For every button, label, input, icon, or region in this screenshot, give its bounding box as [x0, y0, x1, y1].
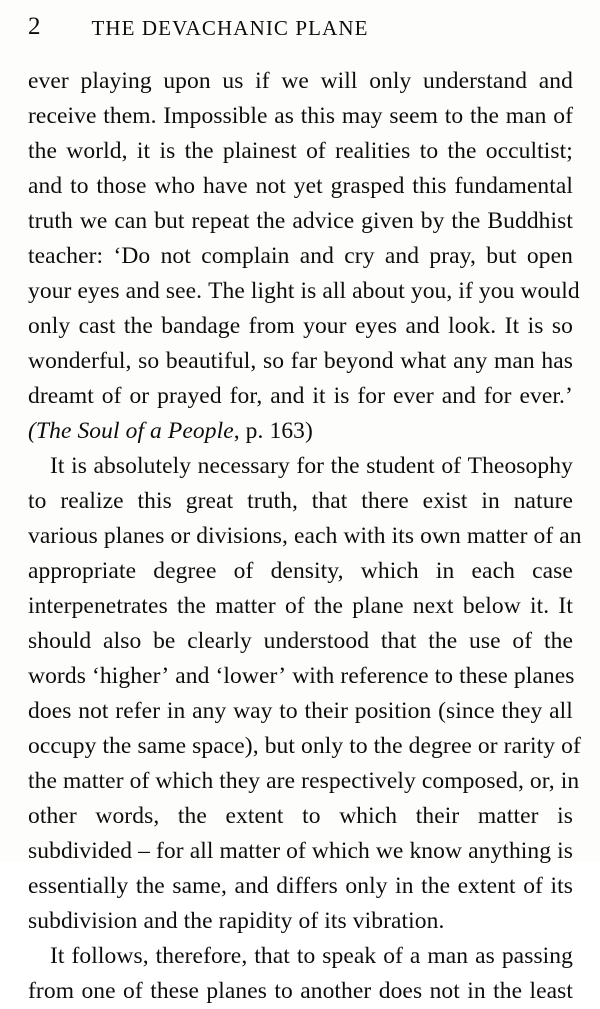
text-line — [28, 939, 573, 974]
word: look. — [448, 313, 497, 339]
word: given — [361, 208, 414, 234]
word: by — [420, 208, 445, 234]
text-line — [28, 834, 573, 869]
word: realities — [335, 138, 411, 164]
word: we — [375, 838, 404, 864]
word: upon — [163, 68, 211, 94]
word: absolutely — [93, 453, 192, 479]
word: matter — [477, 803, 539, 829]
word: it — [312, 383, 326, 409]
word: occupy — [28, 733, 97, 759]
word: will — [320, 68, 358, 94]
word: ‘higher’ — [91, 663, 170, 689]
word: divisions, — [196, 523, 289, 549]
word: it — [136, 138, 151, 164]
text-line — [28, 449, 573, 484]
word: to — [279, 698, 298, 724]
word: ever — [392, 383, 434, 409]
word: your — [303, 313, 347, 339]
word: only — [345, 873, 388, 899]
word: matter — [63, 768, 124, 794]
word: Theosophy — [467, 453, 573, 479]
word: they — [219, 768, 261, 794]
word: each — [294, 523, 338, 549]
word: another — [300, 978, 372, 1004]
word: is — [71, 453, 87, 479]
word: the — [421, 873, 451, 899]
cited-work-page: , p. 163) — [233, 418, 313, 444]
word: is — [159, 138, 176, 164]
word: the — [184, 138, 214, 164]
word: which — [360, 558, 419, 584]
word: as — [475, 943, 495, 969]
word: of — [129, 768, 150, 794]
word: of — [553, 103, 574, 129]
word: the — [28, 768, 58, 794]
word: or — [477, 733, 498, 759]
word: which — [311, 838, 370, 864]
word: receive — [28, 103, 97, 129]
text-line — [28, 799, 573, 834]
word: so — [138, 348, 160, 374]
word: so — [551, 313, 573, 339]
word: from — [248, 313, 295, 339]
word: cry — [344, 243, 375, 269]
word: and — [538, 68, 574, 94]
word: playing — [80, 68, 152, 94]
word: for, — [229, 383, 263, 409]
word: the — [330, 453, 360, 479]
word: would — [520, 278, 580, 304]
word: the — [447, 138, 477, 164]
word: but — [154, 208, 185, 234]
word: own — [420, 523, 461, 549]
word: man — [427, 943, 469, 969]
word: are — [266, 768, 296, 794]
word: in — [560, 768, 580, 794]
text-line — [28, 134, 573, 169]
word: for — [156, 838, 184, 864]
word: necessary — [197, 453, 290, 479]
word: rarity — [503, 733, 556, 759]
word: but — [264, 733, 296, 759]
word: the — [543, 628, 573, 654]
text-line — [28, 624, 573, 659]
word: student — [366, 453, 435, 479]
word: of — [512, 628, 533, 654]
word: what — [400, 348, 447, 374]
text-line — [28, 239, 573, 274]
word: same, — [172, 873, 228, 899]
word: fundamental — [454, 173, 574, 199]
word: wonderful, — [28, 348, 132, 374]
word: eyes — [77, 278, 120, 304]
word: this — [137, 488, 172, 514]
word: world, — [66, 138, 128, 164]
word: or — [170, 523, 191, 549]
word: as — [274, 103, 295, 129]
word: for — [296, 453, 325, 479]
word: the — [373, 733, 403, 759]
word: one — [81, 978, 116, 1004]
word: realize — [60, 488, 124, 514]
word: this — [300, 103, 336, 129]
word: that — [311, 488, 348, 514]
word: understood — [263, 628, 370, 654]
word: the — [314, 593, 344, 619]
text-line — [28, 554, 573, 589]
word: reference — [340, 663, 429, 689]
running-head — [28, 12, 572, 42]
word: of — [523, 873, 543, 899]
word: (since — [438, 698, 495, 724]
word: see. — [165, 278, 203, 304]
word: essentially — [28, 873, 129, 899]
word: which — [155, 768, 214, 794]
word: of — [533, 523, 554, 549]
word: It — [558, 593, 573, 619]
text-line — [28, 589, 573, 624]
word: other — [28, 803, 77, 829]
word: light — [250, 278, 295, 304]
word: cast — [78, 313, 116, 339]
word: does — [28, 698, 72, 724]
word: your — [28, 278, 72, 304]
word: all — [549, 698, 573, 724]
word: does — [378, 978, 423, 1004]
word: be — [153, 628, 176, 654]
word: those — [96, 173, 147, 199]
word: plane — [352, 593, 404, 619]
word: plainest — [222, 138, 297, 164]
word: Buddhist — [487, 208, 574, 234]
word: of — [306, 138, 326, 164]
word: great — [185, 488, 234, 514]
word: therefore, — [155, 943, 248, 969]
word: about — [352, 278, 405, 304]
word: the — [451, 208, 481, 234]
word: who — [154, 173, 196, 199]
word: dreamt — [28, 383, 94, 409]
word: also — [103, 628, 142, 654]
word: of — [101, 383, 122, 409]
word: should — [28, 628, 92, 654]
word: It — [504, 313, 520, 339]
word: truth, — [247, 488, 298, 514]
word: is — [527, 313, 544, 339]
word: with — [292, 663, 335, 689]
word: advice — [292, 208, 355, 234]
word: and — [405, 313, 440, 339]
word: far — [290, 348, 318, 374]
word: and — [299, 243, 334, 269]
word: It — [50, 943, 65, 969]
word: understand — [423, 68, 528, 94]
word: the — [28, 138, 58, 164]
word: not — [255, 173, 286, 199]
word: extent — [225, 803, 284, 829]
word: words — [28, 663, 86, 689]
text-line — [28, 414, 573, 449]
word: or — [129, 383, 150, 409]
word: exist — [422, 488, 468, 514]
word: for — [357, 383, 386, 409]
word: composed, — [421, 768, 524, 794]
word: the — [102, 733, 132, 759]
word: of — [383, 943, 403, 969]
word: respectively — [301, 768, 416, 794]
word: of — [233, 558, 254, 584]
word: teacher: — [28, 243, 104, 269]
word: position — [354, 698, 432, 724]
word: beyond — [323, 348, 394, 374]
word: use — [469, 628, 501, 654]
word: and — [234, 873, 269, 899]
word: can — [114, 208, 148, 234]
word: the — [123, 313, 153, 339]
word: the — [428, 628, 458, 654]
word: not — [78, 698, 109, 724]
text-line — [28, 484, 573, 519]
word: to — [434, 663, 454, 689]
word: them. — [103, 103, 157, 129]
word: degree — [153, 558, 217, 584]
text-line — [28, 204, 573, 239]
word: refer — [115, 698, 161, 724]
word: anything — [468, 838, 552, 864]
word: is — [300, 278, 317, 304]
word: with — [343, 523, 386, 549]
text-line — [28, 379, 573, 414]
word: you, — [410, 278, 453, 304]
word: subdivided — [28, 838, 133, 864]
word: to — [274, 978, 293, 1004]
word: The — [208, 278, 245, 304]
word: all — [189, 838, 214, 864]
word: the — [177, 593, 207, 619]
word: matter — [466, 523, 528, 549]
word: appropriate — [28, 558, 137, 584]
word: not — [429, 978, 460, 1004]
word: we — [281, 68, 309, 94]
word: repeat — [191, 208, 250, 234]
word: ‘Do — [113, 243, 151, 269]
word: occultist; — [485, 138, 573, 164]
word: us — [222, 68, 244, 94]
word: to — [444, 103, 464, 129]
word: these — [150, 978, 199, 1004]
word: ‘lower’ — [215, 663, 287, 689]
word: that — [380, 628, 417, 654]
word: is — [333, 383, 350, 409]
word: if — [255, 68, 270, 94]
word: and — [441, 383, 476, 409]
word: any — [192, 698, 227, 724]
text-line — [28, 99, 573, 134]
word: that — [254, 943, 290, 969]
word: case — [532, 558, 573, 584]
word: the — [470, 103, 500, 129]
word: if — [458, 278, 473, 304]
word: of — [441, 453, 462, 479]
word: have — [202, 173, 248, 199]
word: only — [301, 733, 344, 759]
word: bandage — [161, 313, 241, 339]
word: an — [559, 523, 582, 549]
word: in — [395, 873, 414, 899]
word: and — [384, 243, 420, 269]
cited-work-title: (The Soul of a People — [28, 418, 234, 444]
text-line — [28, 974, 573, 1009]
text-line — [28, 869, 573, 904]
word: differs — [276, 873, 338, 899]
word: below — [462, 593, 521, 619]
word: planes — [103, 523, 165, 549]
word: ever.’ — [519, 383, 573, 409]
word: complain — [201, 243, 290, 269]
word: Impossible — [163, 103, 268, 129]
word: to — [70, 173, 89, 199]
text-line — [28, 169, 573, 204]
word: this — [412, 173, 447, 199]
word: matter — [219, 838, 281, 864]
word: and — [28, 173, 63, 199]
word: in — [481, 488, 500, 514]
word: way — [233, 698, 273, 724]
word: speak — [322, 943, 377, 969]
word: its — [550, 873, 574, 899]
word: may — [341, 103, 383, 129]
running-head-title: THE DEVACHANIC PLANE — [91, 16, 369, 40]
text-line — [28, 64, 573, 99]
word: has — [541, 348, 574, 374]
word: same — [137, 733, 187, 759]
text-line — [28, 659, 573, 694]
word: planes — [206, 978, 267, 1004]
word: only — [28, 313, 71, 339]
word: the — [256, 208, 286, 234]
word: only — [369, 68, 412, 94]
word: to — [296, 943, 316, 969]
text-line — [28, 519, 582, 554]
word: we — [79, 208, 108, 234]
word: the — [177, 803, 207, 829]
word: it. — [529, 593, 550, 619]
word: to — [349, 733, 368, 759]
word: extent — [457, 873, 516, 899]
word: of — [285, 593, 305, 619]
word: of — [286, 838, 306, 864]
body-text — [28, 64, 582, 1009]
word: various — [28, 523, 98, 549]
word: words, — [95, 803, 160, 829]
word: yet — [293, 173, 323, 199]
word: passing — [501, 943, 574, 969]
word: It — [50, 453, 65, 479]
word: follows, — [71, 943, 149, 969]
word: there — [361, 488, 409, 514]
word: nature — [513, 488, 574, 514]
word: planes — [513, 663, 575, 689]
word: for — [483, 383, 512, 409]
word: man — [505, 103, 547, 129]
word: seem — [389, 103, 439, 129]
word: you — [478, 278, 515, 304]
text-line — [28, 729, 581, 764]
word: to — [419, 138, 439, 164]
word: in — [435, 558, 455, 584]
word: so — [263, 348, 285, 374]
word: matter — [215, 593, 276, 619]
word: density, — [270, 558, 344, 584]
word: – — [138, 838, 150, 864]
word: any — [453, 348, 488, 374]
word: next — [412, 593, 454, 619]
word: is — [557, 803, 574, 829]
word: all — [322, 278, 347, 304]
word: but — [486, 243, 517, 269]
word: and — [125, 278, 160, 304]
word: in — [166, 698, 186, 724]
text-line — [28, 764, 580, 799]
word: from — [28, 978, 75, 1004]
word: they — [501, 698, 543, 724]
word: eyes — [354, 313, 398, 339]
word: truth — [28, 208, 73, 234]
text-line — [28, 344, 573, 379]
word: its — [391, 523, 415, 549]
word: man — [493, 348, 535, 374]
word: open — [526, 243, 573, 269]
text-line — [28, 309, 573, 344]
word: each — [471, 558, 515, 584]
page-number: 2 — [28, 13, 41, 40]
word: to — [28, 488, 47, 514]
word: degree — [408, 733, 472, 759]
word: interpenetrates — [28, 593, 168, 619]
word: least — [529, 978, 574, 1004]
word: clearly — [187, 628, 252, 654]
word: prayed — [157, 383, 222, 409]
word: is — [557, 838, 573, 864]
word: grasped — [330, 173, 405, 199]
word: their — [304, 698, 349, 724]
word: of — [123, 978, 143, 1004]
word: and — [270, 383, 305, 409]
word: to — [302, 803, 321, 829]
word: the — [135, 873, 165, 899]
word: beautiful, — [165, 348, 257, 374]
text-line: subdivision and the rapidity of its vibration. — [28, 908, 445, 934]
word: of — [561, 733, 581, 759]
word: space), — [192, 733, 259, 759]
word: or, — [529, 768, 555, 794]
text-line — [28, 274, 580, 309]
word: their — [415, 803, 460, 829]
word: pray, — [429, 243, 476, 269]
word: in — [467, 978, 486, 1004]
word: know — [409, 838, 463, 864]
word: a — [409, 943, 421, 969]
word: ever — [28, 68, 69, 94]
word: the — [493, 978, 523, 1004]
text-line — [28, 694, 573, 729]
word: and — [175, 663, 210, 689]
word: these — [459, 663, 508, 689]
word: which — [339, 803, 398, 829]
word: not — [160, 243, 191, 269]
